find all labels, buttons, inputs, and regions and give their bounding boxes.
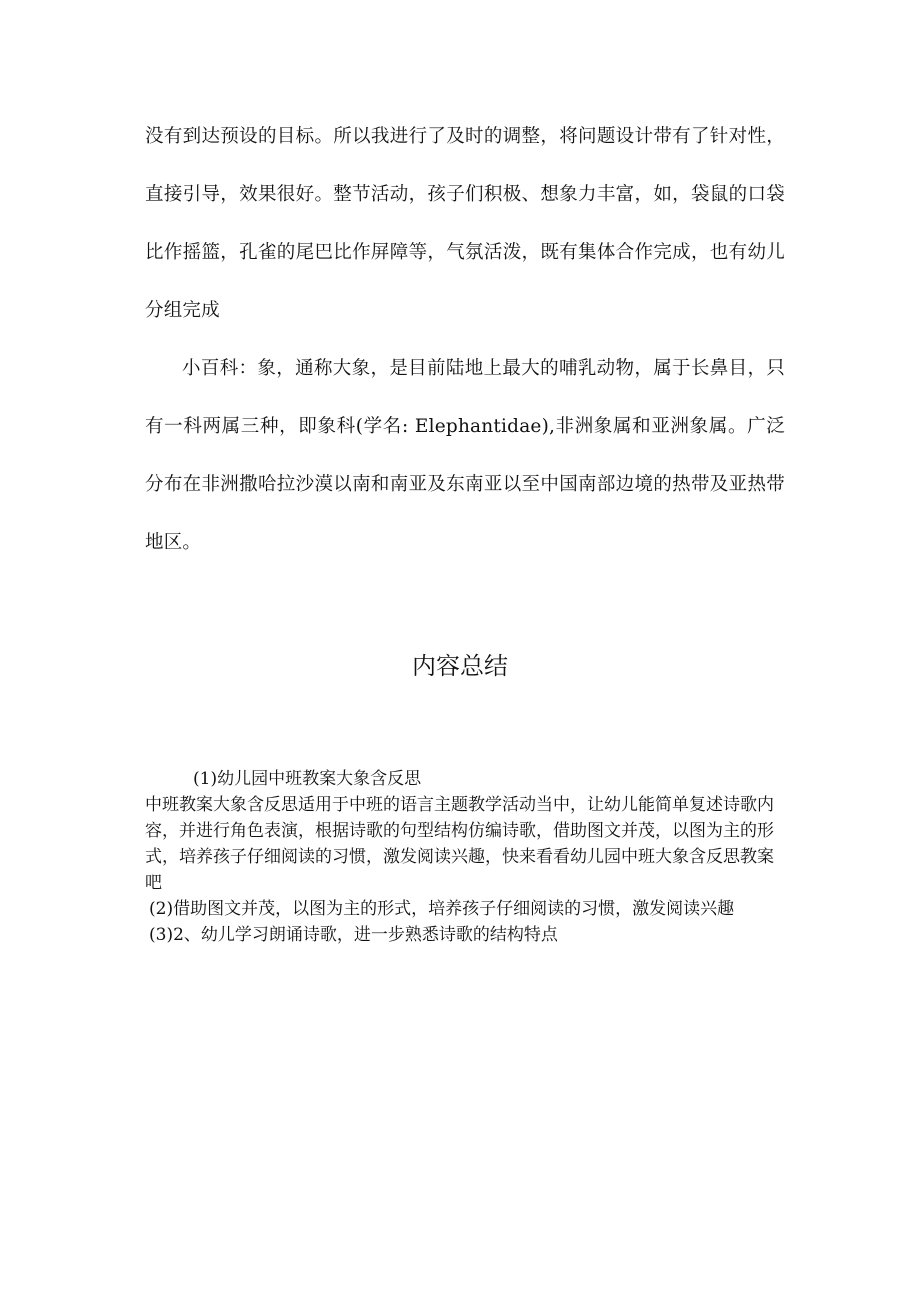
section-title: 内容总结 [412, 651, 508, 680]
summary-item-3: (3)2、幼儿学习朗诵诗歌，进一步熟悉诗歌的结构特点 [149, 925, 558, 945]
summary-heading: (1)幼儿园中班教案大象含反思 [193, 769, 422, 789]
body-paragraph-reflection: 没有到达预设的目标。所以我进行了及时的调整，将问题设计带有了针对性，直接引导，效果很好。整节活动，孩子们积极、想象力丰富，如，袋鼠的口袋比作摇篮，孔雀的尾巴比作屏障等，气氛活泼，既有集体合作完成，也有幼儿分组完成 [145, 126, 785, 321]
body-paragraph-encyclopedia: 小百科：象，通称大象，是目前陆地上最大的哺乳动物，属于长鼻目，只有一科两属三种，即象科(学名: Elephantidae),非洲象属和亚洲象属。广泛分布在非洲撒哈拉沙漠以南和南亚及东南亚以至中国南部边境的热带及亚热带地区。 [145, 358, 785, 553]
summary-item-2: (2)借助图文并茂，以图为主的形式，培养孩子仔细阅读的习惯，激发阅读兴趣 [149, 899, 735, 919]
body-text [145, 108, 785, 572]
summary-block [145, 766, 780, 948]
summary-intro: 中班教案大象含反思适用于中班的语言主题教学活动当中，让幼儿能简单复述诗歌内容，并进行角色表演，根据诗歌的句型结构仿编诗歌，借助图文并茂，以图为主的形式，培养孩子仔细阅读的习惯，激发阅读兴趣，快来看看幼儿园中班大象含反思教案吧 [145, 795, 774, 893]
